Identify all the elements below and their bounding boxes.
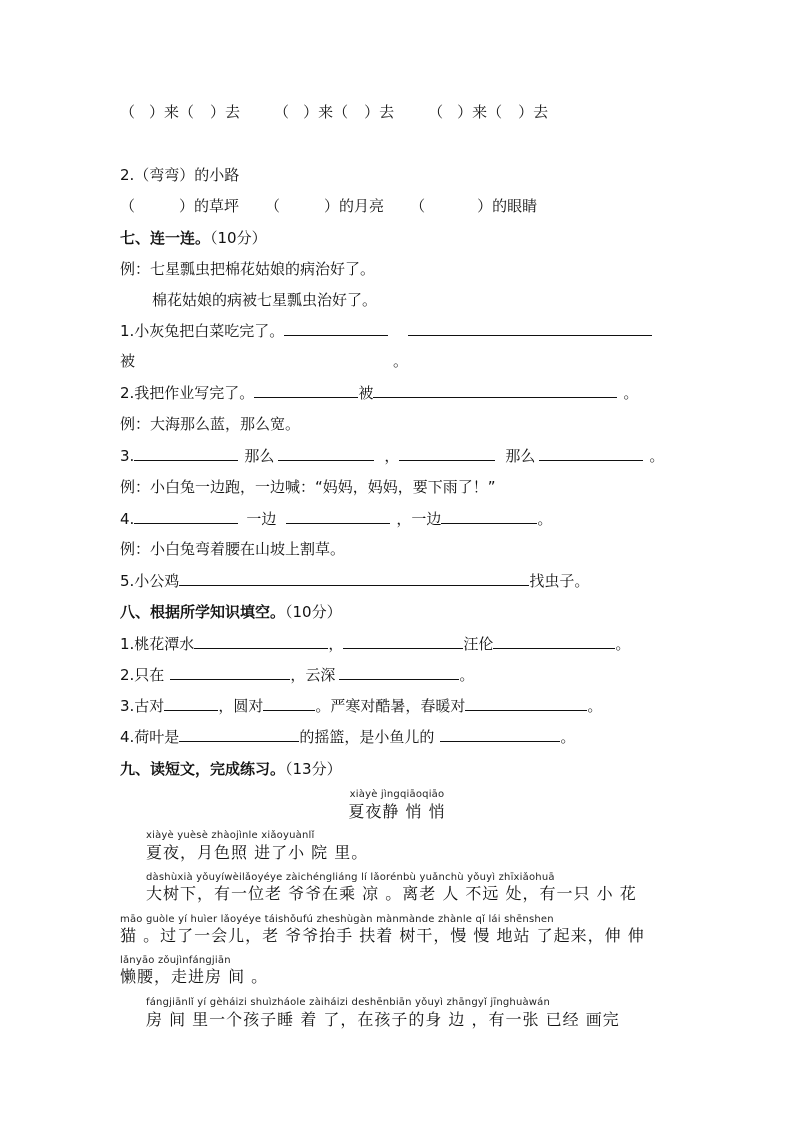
number: 3. [120,447,135,465]
answer-blank[interactable] [263,696,315,711]
section-title: 七、连一连。 [120,229,211,247]
answer-blank[interactable] [194,634,328,649]
period: 。 [537,510,553,528]
fill-2 [120,665,474,685]
paragraph-1-pinyin: xiàyè yuèsè zhàojìnle xiǎoyuànlǐ [146,830,315,841]
sentence-1 [120,321,652,341]
name-label: 那么 [505,447,536,465]
paren-open: （ [428,103,444,121]
sentence-text: 5.小公鸡 [120,572,180,590]
fill-1 [120,634,630,654]
fill-text: 4.荷叶是 [120,728,180,746]
example-3: 例：小白兔一边跑，一边喊：“妈妈，妈妈，要下雨了！” [120,478,496,496]
sentence-text: 2.我把作业写完了。 [120,384,255,402]
lai-label: ）来（ [457,103,503,121]
answer-blank[interactable] [343,634,463,649]
answer-blank[interactable] [441,509,537,524]
section-title: 八、根据所学知识填空。 [120,603,286,621]
sentence-5 [120,571,589,591]
comma: ， [328,635,344,653]
period: 。 [623,384,639,402]
lai-label: ）来（ [303,103,349,121]
answer-blank[interactable] [164,696,218,711]
section-9-heading [120,759,342,779]
paragraph-5-text: 房 间 里一个孩子睡 着 了，在孩子的身 边 ，有一张 已经 画完 [146,1010,620,1029]
sentence-4 [120,509,552,529]
paragraph-1-text: 夏夜，月色照 进了小 院 里。 [146,843,369,862]
fill-text: ，圆对 [218,697,264,715]
answer-blank[interactable] [493,634,615,649]
laiqu-row [120,102,548,122]
paragraph-4-pinyin: lǎnyāo zǒujìnfángjiān [120,955,231,966]
section-points: （10分） [285,603,342,621]
example-2: 例：大海那么蓝，那么宽。 [120,415,301,433]
section-8-heading [120,602,342,622]
paren-open: （ [120,103,136,121]
fill-text: 的摇篮，是小鱼儿的 [299,728,435,746]
section-7-heading [120,228,267,248]
section-points: （10分） [210,229,267,247]
yueliang-label: ）的月亮 [324,197,385,215]
paragraph-3-pinyin: māo guòle yí huìer lǎoyéye táishǒufú zheshùgàn mànmànde zhànle qǐ lái shēnshen [120,914,554,925]
answer-blank[interactable] [399,446,495,461]
paragraph-4-text: 懒腰，走进房 间 。 [120,967,269,986]
story-title: 夏夜静 悄 悄 [348,802,446,821]
comma: ， [384,447,400,465]
paren-open: （ [120,197,136,215]
caoping-label: ）的草坪 [179,197,240,215]
number: 4. [120,510,135,528]
paragraph-3-text: 猫 。过了一会儿，老 爷爷抬手 扶着 树干，慢 慢 地站 了起来，伸 伸 [120,926,645,945]
q2-example: 2.（弯弯）的小路 [120,166,240,184]
answer-blank[interactable] [286,509,390,524]
answer-blank[interactable] [373,383,617,398]
answer-blank[interactable] [254,383,358,398]
period: 。 [649,447,665,465]
qu-label: ）去 [210,103,241,121]
answer-blank[interactable] [179,571,529,586]
answer-blank[interactable] [339,665,459,680]
answer-blank[interactable] [440,727,560,742]
story-title-pinyin: xiàyè jìngqiāoqiāo [349,789,445,800]
paren-open: （ [265,197,281,215]
lai-label: ）来（ [149,103,195,121]
qu-label: ）去 [364,103,395,121]
sentence-1-bei [120,351,408,371]
fill-4 [120,727,575,747]
paragraph-2-text: 大树下，有一位老 爷爷在乘 凉 。离老 人 不远 处，有一只 小 花 [146,884,637,903]
fill-text: 3.古对 [120,697,165,715]
sentence-2 [120,383,638,403]
fill-text: 。严寒对酷暑，春暖对 [315,697,466,715]
paren-open: （ [410,197,426,215]
fill-text: 1.桃花潭水 [120,635,195,653]
fill-text: ，云深 [290,666,336,684]
answer-blank[interactable] [170,665,290,680]
yibian-label: 一边 [246,510,277,528]
sentence-text: 1.小灰兔把白菜吃完了。 [120,322,285,340]
period: 。 [560,728,576,746]
answer-blank[interactable] [179,727,299,742]
example-4: 例：小白兔弯着腰在山坡上割草。 [120,540,346,558]
period: 。 [459,666,475,684]
fill-text: 2.只在 [120,666,165,684]
qu-label: ）去 [518,103,549,121]
answer-blank[interactable] [134,446,238,461]
period: 。 [587,697,603,715]
answer-blank[interactable] [278,446,374,461]
paren-open: （ [274,103,290,121]
section-points: （13分） [285,760,342,778]
paragraph-2-pinyin: dàshùxià yǒuyíwèilǎoyéye zàichéngliáng lí lǎorénbù yuǎnchù yǒuyì zhīxiǎohuā [146,872,555,883]
answer-blank[interactable] [539,446,643,461]
answer-blank[interactable] [465,696,587,711]
paragraph-5-pinyin: fángjiānlǐ yí gèháizi shuìzháole zàiháizi deshēnbiān yǒuyì zhāngyǐ jīnghuàwán [146,997,551,1008]
sentence-3 [120,446,664,466]
example-1-line2: 棉花姑娘的病被七星瓢虫治好了。 [152,291,378,309]
name-label: 那么 [244,447,275,465]
answer-blank[interactable] [408,321,652,336]
answer-blank[interactable] [134,509,238,524]
period: 。 [393,352,409,370]
bei-label: 被 [358,384,374,402]
answer-blank[interactable] [284,321,388,336]
example-1-line1: 例：七星瓢虫把棉花姑娘的病治好了。 [120,260,376,278]
yibian-label: ，一边 [396,510,442,528]
q2-blanks [120,196,537,216]
sentence-end: 找虫子。 [529,572,590,590]
fill-3 [120,696,602,716]
period: 。 [615,635,631,653]
fill-text: 汪伦 [463,635,494,653]
bei-label: 被 [120,352,136,370]
section-title: 九、读短文，完成练习。 [120,760,286,778]
yanjing-label: ）的眼睛 [477,197,538,215]
